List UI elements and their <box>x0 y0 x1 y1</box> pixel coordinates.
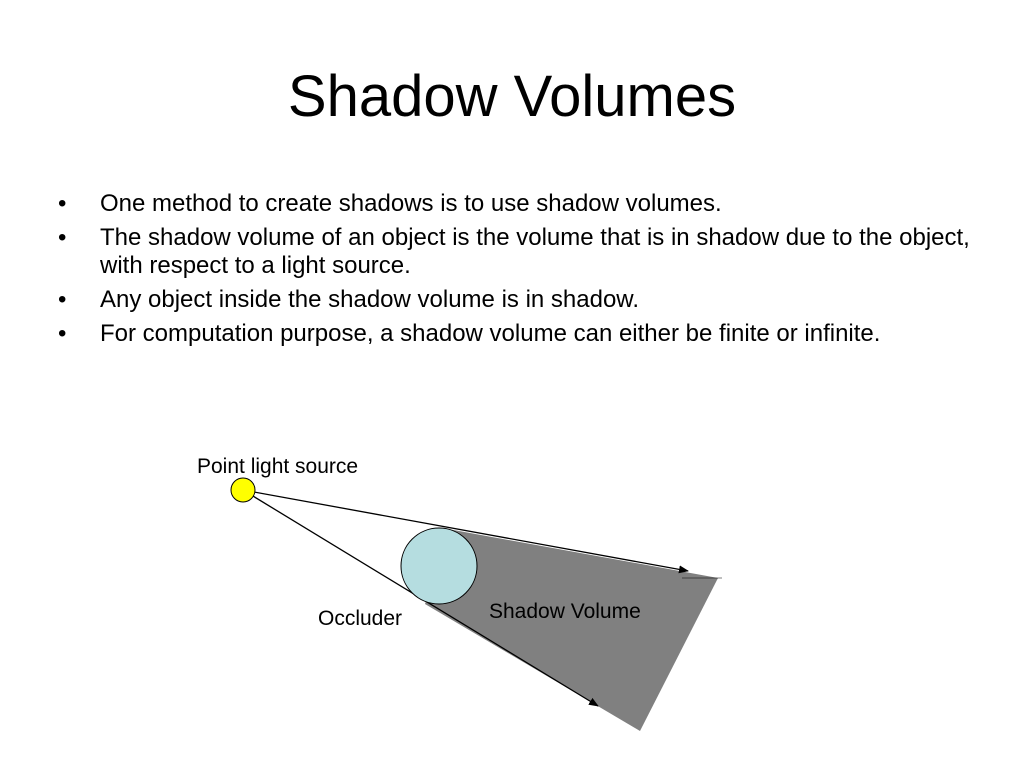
point-light-icon <box>231 478 255 502</box>
point-light-label: Point light source <box>197 455 359 478</box>
bullet-mark: • <box>58 224 67 251</box>
bullet-text: Any object inside the shadow volume is in shadow. <box>100 286 639 313</box>
shadow-volume-label: Shadow Volume <box>489 600 641 623</box>
bullet-text: One method to create shadows is to use shadow volumes. <box>100 190 722 217</box>
slide-title: Shadow Volumes <box>287 64 737 129</box>
bullet-mark: • <box>58 286 67 313</box>
bullet-mark: • <box>58 320 67 347</box>
occluder-label: Occluder <box>318 607 403 630</box>
bullet-text: The shadow volume of an object is the volume that is in shadow due to the object, with respect to a light source. <box>100 224 970 279</box>
bullet-text: For computation purpose, a shadow volume can either be finite or infinite. <box>100 320 881 347</box>
bullet-mark: • <box>58 190 67 217</box>
occluder-sphere <box>401 528 477 604</box>
